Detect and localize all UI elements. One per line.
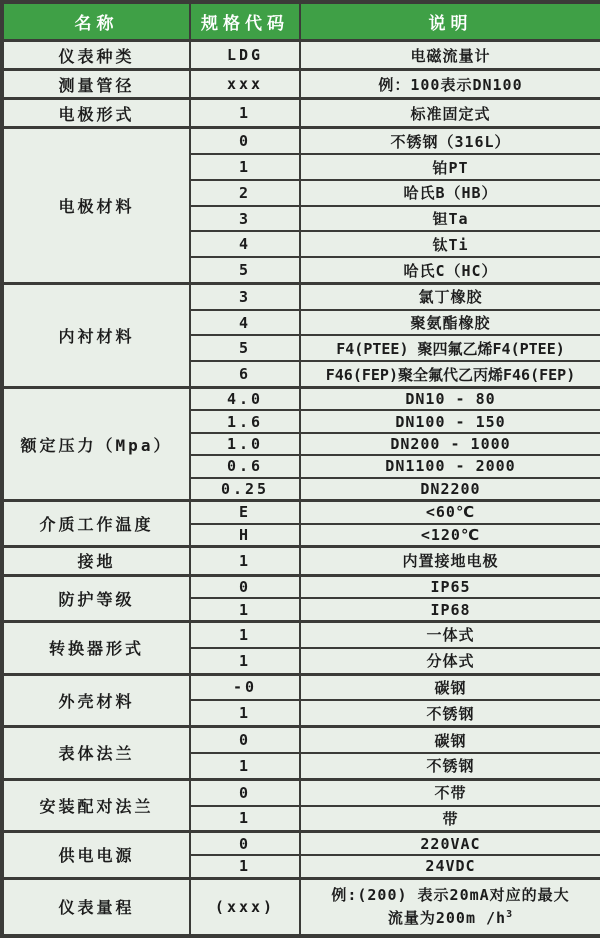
code-cell: 1 — [190, 855, 300, 878]
desc-cell: 碳钢 — [300, 727, 600, 753]
table-row — [2, 70, 600, 99]
code-cell: 4 — [190, 231, 300, 257]
table-row — [2, 779, 600, 805]
col-header-code: 规格代码 — [190, 2, 300, 41]
code-cell: 4 — [190, 310, 300, 336]
table-row — [2, 832, 600, 855]
col-header-name: 名称 — [2, 2, 190, 41]
code-cell: 6 — [190, 361, 300, 387]
desc-cell: 220VAC — [300, 832, 600, 855]
code-cell: 0 — [190, 727, 300, 753]
table-row — [2, 576, 600, 599]
desc-cell: 例：100表示DN100 — [300, 70, 600, 99]
desc-cell: 氯丁橡胶 — [300, 283, 600, 309]
desc-cell: 一体式 — [300, 621, 600, 647]
desc-cell: 分体式 — [300, 648, 600, 674]
code-cell: 1.0 — [190, 433, 300, 455]
name-cell: 转换器形式 — [2, 621, 190, 674]
name-cell: 供电电源 — [2, 832, 190, 878]
code-cell: 3 — [190, 206, 300, 232]
table-row — [2, 501, 600, 524]
code-cell: 1 — [190, 753, 300, 779]
range-note-line2: 流量为200m $/h^3$ — [387, 908, 514, 927]
code-cell: 0 — [190, 128, 300, 154]
code-cell: 1 — [190, 648, 300, 674]
code-cell: E — [190, 501, 300, 524]
desc-cell: 不锈钢 — [300, 753, 600, 779]
code-cell: 5 — [190, 257, 300, 283]
desc-cell: 内置接地电极 — [300, 546, 600, 575]
code-cell: 1 — [190, 621, 300, 647]
code-cell: 0.25 — [190, 478, 300, 501]
desc-cell: 电磁流量计 — [300, 41, 600, 70]
desc-cell: DN10 - 80 — [300, 388, 600, 411]
code-cell: 5 — [190, 335, 300, 361]
desc-cell: DN100 - 150 — [300, 410, 600, 432]
code-cell: 0 — [190, 779, 300, 805]
desc-cell: 带 — [300, 806, 600, 832]
name-cell: 测量管径 — [2, 70, 190, 99]
header-row — [2, 2, 600, 41]
table-row — [2, 41, 600, 70]
desc-cell: IP65 — [300, 576, 600, 599]
table-row — [2, 727, 600, 753]
code-cell: 1.6 — [190, 410, 300, 432]
col-header-desc: 说明 — [300, 2, 600, 41]
code-cell: xxx — [190, 70, 300, 99]
name-cell: 安装配对法兰 — [2, 779, 190, 832]
code-cell: LDG — [190, 41, 300, 70]
desc-cell: 哈氏C（HC） — [300, 257, 600, 283]
code-cell: -0 — [190, 674, 300, 700]
range-note-line1: 例:(200) 表示20mA对应的最大 — [331, 885, 570, 904]
table-row — [2, 878, 600, 936]
desc-cell: 24VDC — [300, 855, 600, 878]
desc-cell: <60℃ — [300, 501, 600, 524]
name-cell: 接地 — [2, 546, 190, 575]
code-cell: 1 — [190, 546, 300, 575]
desc-cell: 钛Ti — [300, 231, 600, 257]
desc-cell: F46(FEP)聚全氟代乙丙烯F46(FEP) — [300, 361, 600, 387]
code-cell: 0.6 — [190, 455, 300, 477]
name-cell: 额定压力（Mpa） — [2, 388, 190, 501]
code-cell: H — [190, 524, 300, 547]
name-cell: 介质工作温度 — [2, 501, 190, 547]
desc-cell: <120℃ — [300, 524, 600, 547]
desc-cell: 铂PT — [300, 154, 600, 180]
table-row — [2, 546, 600, 575]
code-cell: 0 — [190, 576, 300, 599]
name-cell: 电极材料 — [2, 128, 190, 284]
name-cell: 仪表种类 — [2, 41, 190, 70]
desc-cell — [300, 878, 600, 936]
desc-cell: 聚氨酯橡胶 — [300, 310, 600, 336]
table-row — [2, 621, 600, 647]
table-row — [2, 128, 600, 154]
name-cell: 外壳材料 — [2, 674, 190, 727]
code-cell: 1 — [190, 154, 300, 180]
table-row — [2, 674, 600, 700]
desc-cell: IP68 — [300, 598, 600, 621]
code-cell: 3 — [190, 283, 300, 309]
superscript-3: 3 — [506, 908, 514, 920]
code-cell: 1 — [190, 598, 300, 621]
name-cell: 表体法兰 — [2, 727, 190, 780]
desc-cell: DN200 - 1000 — [300, 433, 600, 455]
desc-cell: 不锈钢（316L） — [300, 128, 600, 154]
desc-cell: 钽Ta — [300, 206, 600, 232]
code-cell: 1 — [190, 700, 300, 726]
name-cell: 内衬材料 — [2, 283, 190, 387]
desc-cell: F4(PTEE) 聚四氟乙烯F4(PTEE) — [300, 335, 600, 361]
desc-cell: 不锈钢 — [300, 700, 600, 726]
desc-cell: DN2200 — [300, 478, 600, 501]
table-row — [2, 99, 600, 128]
code-cell: 1 — [190, 806, 300, 832]
table-row — [2, 283, 600, 309]
desc-cell: 不带 — [300, 779, 600, 805]
code-cell: (xxx) — [190, 878, 300, 936]
desc-cell: 哈氏B（HB） — [300, 180, 600, 206]
code-cell: 1 — [190, 99, 300, 128]
code-cell: 4.0 — [190, 388, 300, 411]
desc-cell: DN1100 - 2000 — [300, 455, 600, 477]
desc-cell: 碳钢 — [300, 674, 600, 700]
table-row — [2, 388, 600, 411]
code-cell: 0 — [190, 832, 300, 855]
name-cell: 电极形式 — [2, 99, 190, 128]
code-cell: 2 — [190, 180, 300, 206]
desc-cell: 标准固定式 — [300, 99, 600, 128]
name-cell: 仪表量程 — [2, 878, 190, 936]
name-cell: 防护等级 — [2, 576, 190, 622]
